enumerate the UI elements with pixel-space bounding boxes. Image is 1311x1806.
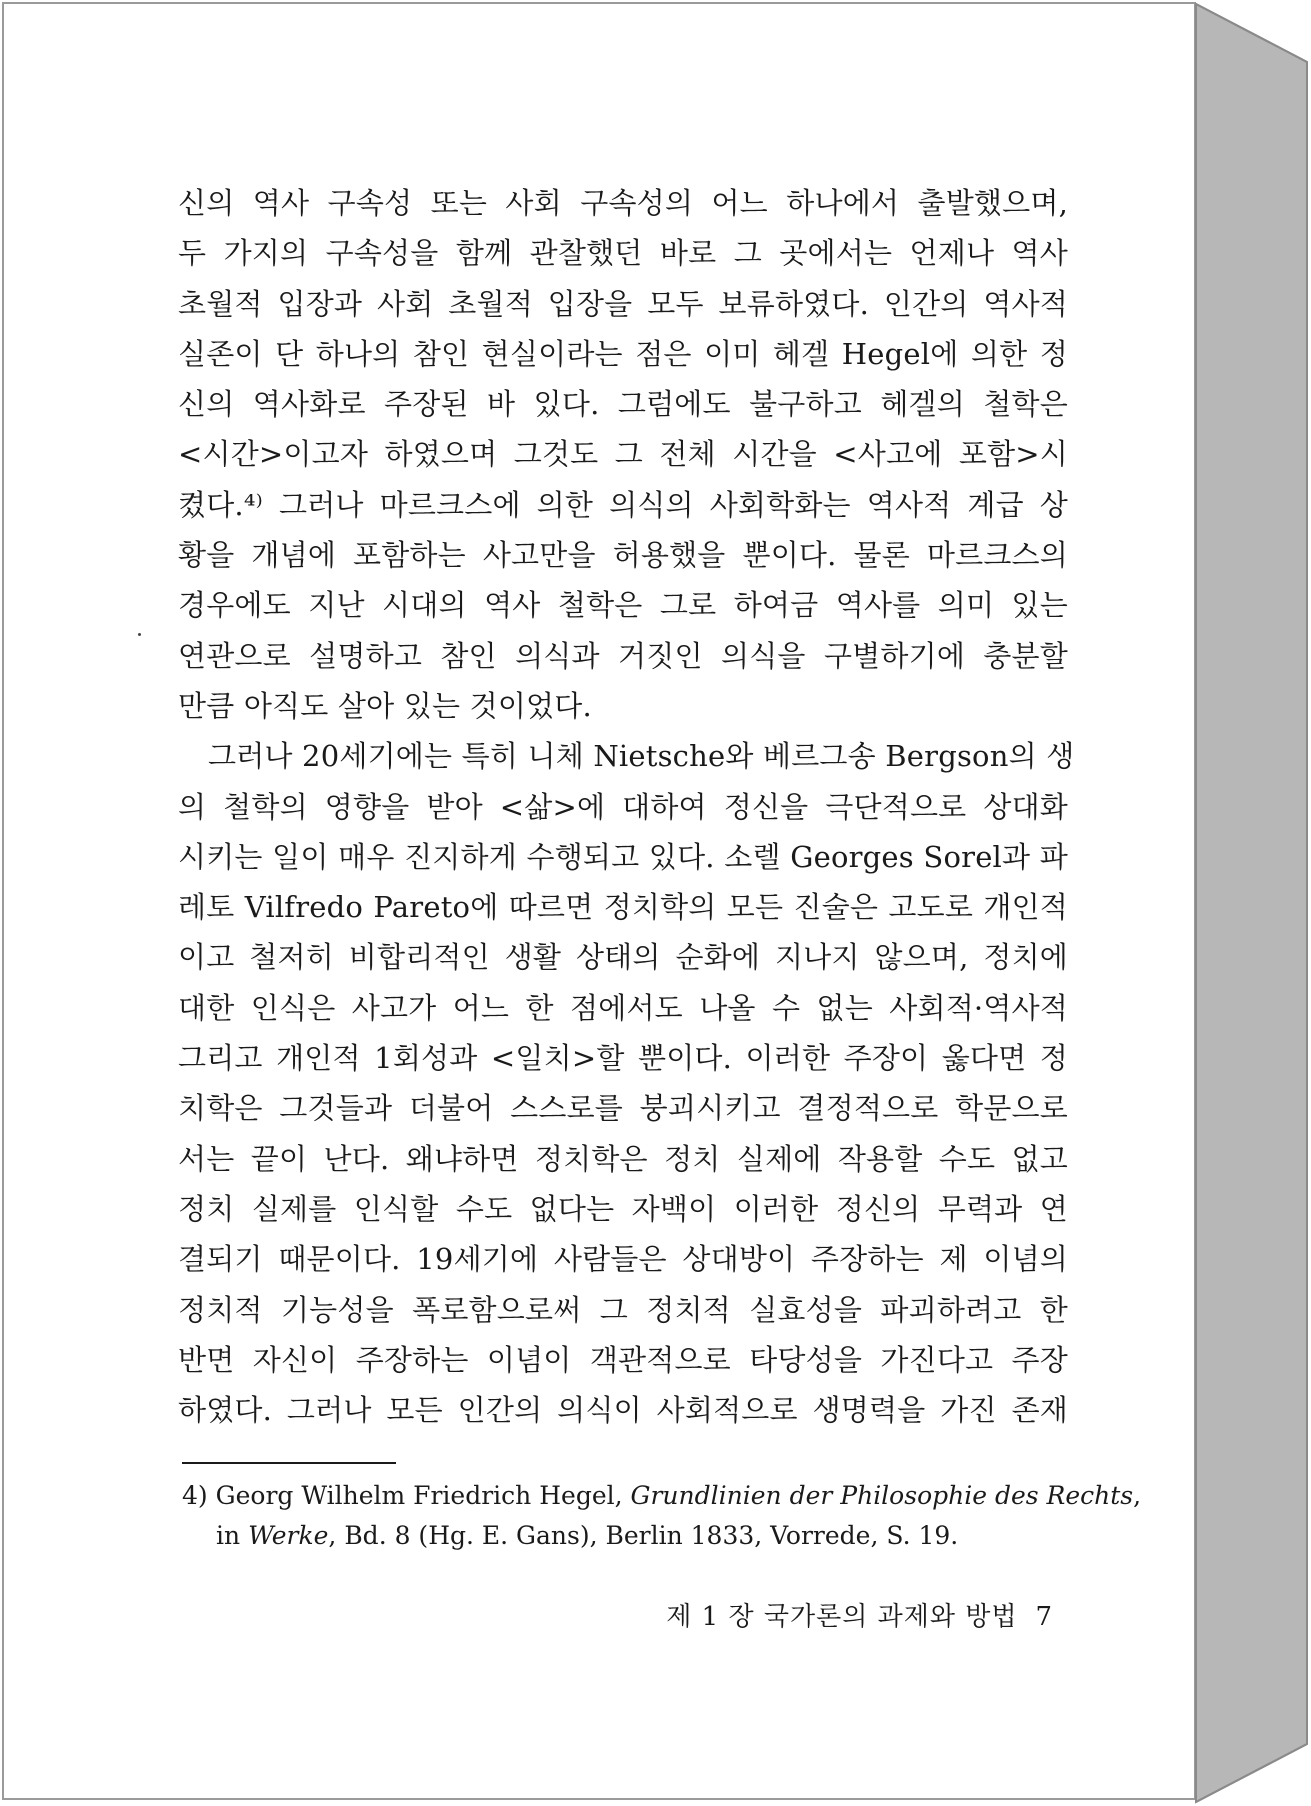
text-line: 하였다. 그러나 모든 인간의 의식이 사회적으로 생명력을 가진 존재 xyxy=(178,1393,1068,1428)
body-text xyxy=(178,178,1075,1435)
footnote-marker: 4) xyxy=(182,1481,208,1510)
text-line: 황을 개념에 포함하는 사고만을 허용했을 뿐이다. 물론 마르크스의 xyxy=(178,538,1068,573)
text-line: 정치 실제를 인식할 수도 없다는 자백이 이러한 정신의 무력과 연 xyxy=(178,1191,1068,1226)
text-line: 초월적 입장과 사회 초월적 입장을 모두 보류하였다. 인간의 역사적 xyxy=(178,286,1068,321)
paragraph xyxy=(178,731,1075,1435)
footnote-rule xyxy=(182,1462,396,1464)
text-line: 서는 끝이 난다. 왜냐하면 정치학은 정치 실제에 작용할 수도 없고 xyxy=(178,1141,1068,1176)
book-edge-side xyxy=(1196,4,1307,1802)
paragraph xyxy=(178,178,1068,731)
text-line: 그리고 개인적 1회성과 <일치>할 뿐이다. 이러한 주장이 옳다면 정 xyxy=(178,1041,1068,1076)
text-line: 정치적 기능성을 폭로함으로써 그 정치적 실효성을 파괴하려고 한 xyxy=(178,1292,1068,1327)
stray-mark xyxy=(138,633,141,636)
text-line: 만큼 아직도 살아 있는 것이었다. xyxy=(178,688,592,723)
footnote-line-2 xyxy=(182,1516,1082,1556)
text-line: 레토 Vilfredo Pareto에 따르면 정치학의 모든 진술은 고도로 개인적 xyxy=(178,890,1068,925)
text-line: 시키는 일이 매우 진지하게 수행되고 있다. 소렐 Georges Sorel과 파 xyxy=(178,839,1068,874)
footer-chapter-title: 제 1 장 국가론의 과제와 방법 xyxy=(666,1602,1018,1632)
text-line: 대한 인식은 사고가 어느 한 점에서도 나올 수 없는 사회적·역사적 xyxy=(178,990,1068,1025)
footnote xyxy=(182,1476,1142,1556)
text-line: 반면 자신이 주장하는 이념이 객관적으로 타당성을 가진다고 주장 xyxy=(178,1342,1068,1377)
text-line: 그러나 20세기에는 특히 니체 Nietsche와 베르그송 Bergson의 생 xyxy=(208,739,1075,774)
text-line: 결되기 때문이다. 19세기에 사람들은 상대방이 주장하는 제 이념의 xyxy=(178,1242,1068,1277)
footnote-work: Werke xyxy=(248,1521,329,1550)
text-line: 두 가지의 구속성을 함께 관찰했던 바로 그 곳에서는 언제나 역사 xyxy=(178,236,1068,271)
footnote-in: in xyxy=(216,1521,241,1550)
text-line: 경우에도 지난 시대의 역사 철학은 그로 하여금 역사를 의미 있는 xyxy=(178,588,1068,623)
footnote-author: Georg Wilhelm Friedrich Hegel, xyxy=(215,1481,623,1510)
text-line: 이고 철저히 비합리적인 생활 상태의 순화에 지나지 않으며, 정치에 xyxy=(178,940,1068,975)
text-line: <시간>이고자 하였으며 그것도 그 전체 시간을 <사고에 포함>시 xyxy=(178,437,1068,472)
footnote-line-1 xyxy=(182,1476,1142,1516)
text-line: 치학은 그것들과 더불어 스스로를 붕괴시키고 결정적으로 학문으로 xyxy=(178,1091,1068,1126)
footnote-title-end: , xyxy=(1133,1481,1142,1510)
running-footer xyxy=(666,1596,1053,1633)
text-line: 신의 역사 구속성 또는 사회 구속성의 어느 하나에서 출발했으며, xyxy=(178,186,1068,220)
text-line: 신의 역사화로 주장된 바 있다. 그럼에도 불구하고 헤겔의 철학은 xyxy=(178,387,1068,422)
footnote-title: Grundlinien der Philosophie des Rechts xyxy=(630,1481,1134,1510)
text-line: 켰다.⁴⁾ 그러나 마르크스에 의한 의식의 사회학화는 역사적 계급 상 xyxy=(178,487,1068,522)
text-line: 의 철학의 영향을 받아 <삶>에 대하여 정신을 극단적으로 상대화 xyxy=(178,789,1068,824)
text-line: 연관으로 설명하고 참인 의식과 거짓인 의식을 구별하기에 충분할 xyxy=(178,638,1068,673)
text-line: 실존이 단 하나의 참인 현실이라는 점은 이미 헤겔 Hegel에 의한 정 xyxy=(178,336,1068,371)
footnote-rest: , Bd. 8 (Hg. E. Gans), Berlin 1833, Vorrede, S. 19. xyxy=(328,1521,959,1550)
page-number: 7 xyxy=(1035,1602,1053,1632)
